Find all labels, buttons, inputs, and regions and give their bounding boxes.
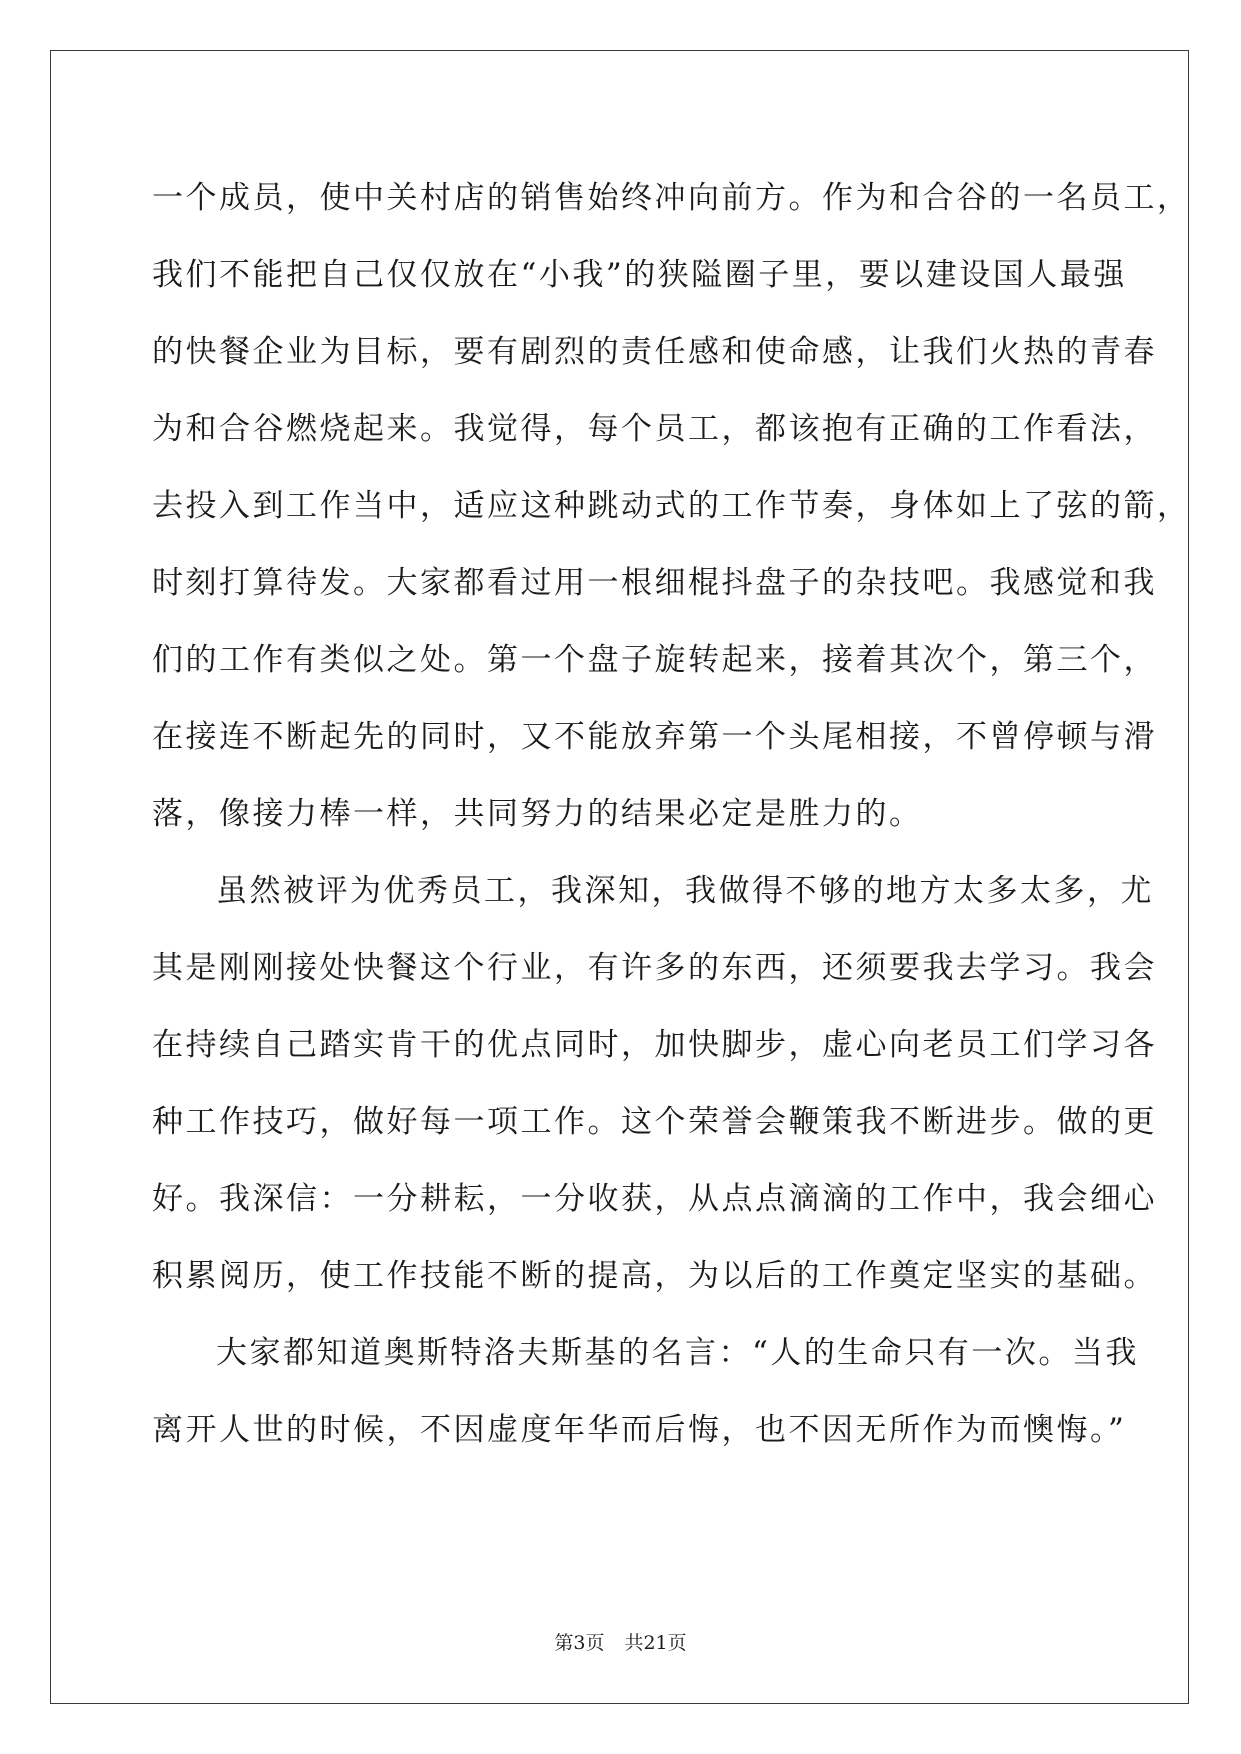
page-footer: [0, 1628, 1241, 1655]
text-line: 离开人世的时候，不因虚度年华而后悔，也不因无所作为而懊悔。”: [152, 1412, 1127, 1448]
text-line: 去投入到工作当中，适应这种跳动式的工作节奏，身体如上了弦的箭，: [152, 488, 1191, 524]
text-line: 在持续自己踏实肯干的优点同时，加快脚步，虚心向老员工们学习各: [152, 1027, 1157, 1063]
text-line: 为和合谷燃烧起来。我觉得，每个员工，都该抱有正确的工作看法，: [152, 411, 1157, 447]
text-line: 好。我深信：一分耕耘，一分收获，从点点滴滴的工作中，我会细心: [152, 1181, 1157, 1217]
paragraph-start-line: 大家都知道奥斯特洛夫斯基的名言：“人的生命只有一次。当我: [216, 1335, 1139, 1371]
text-line: 落，像接力棒一样，共同努力的结果必定是胜力的。: [152, 796, 923, 832]
page-total: 共21页: [624, 1632, 687, 1654]
text-line: 一个成员，使中关村店的销售始终冲向前方。作为和合谷的一名员工，: [152, 180, 1191, 216]
text-line: 在接连不断起先的同时，又不能放弃第一个头尾相接，不曾停顿与滑: [152, 719, 1157, 755]
text-line: 种工作技巧，做好每一项工作。这个荣誉会鞭策我不断进步。做的更: [152, 1104, 1157, 1140]
text-line: 的快餐企业为目标，要有剧烈的责任感和使命感，让我们火热的青春: [152, 334, 1157, 370]
paragraph-start-line: 虽然被评为优秀员工，我深知，我做得不够的地方太多太多，尤: [216, 873, 1154, 909]
text-line: 时刻打算待发。大家都看过用一根细棍抖盘子的杂技吧。我感觉和我: [152, 565, 1157, 601]
page-number: 第3页: [554, 1632, 605, 1654]
text-line: 们的工作有类似之处。第一个盘子旋转起来，接着其次个，第三个，: [152, 642, 1157, 678]
document-body: [152, 160, 1191, 1469]
text-line: 积累阅历，使工作技能不断的提高，为以后的工作奠定坚实的基础。: [152, 1258, 1157, 1294]
text-line: 我们不能把自己仅仅放在“小我”的狭隘圈子里，要以建设国人最强: [152, 257, 1127, 293]
text-line: 其是刚刚接处快餐这个行业，有许多的东西，还须要我去学习。我会: [152, 950, 1157, 986]
